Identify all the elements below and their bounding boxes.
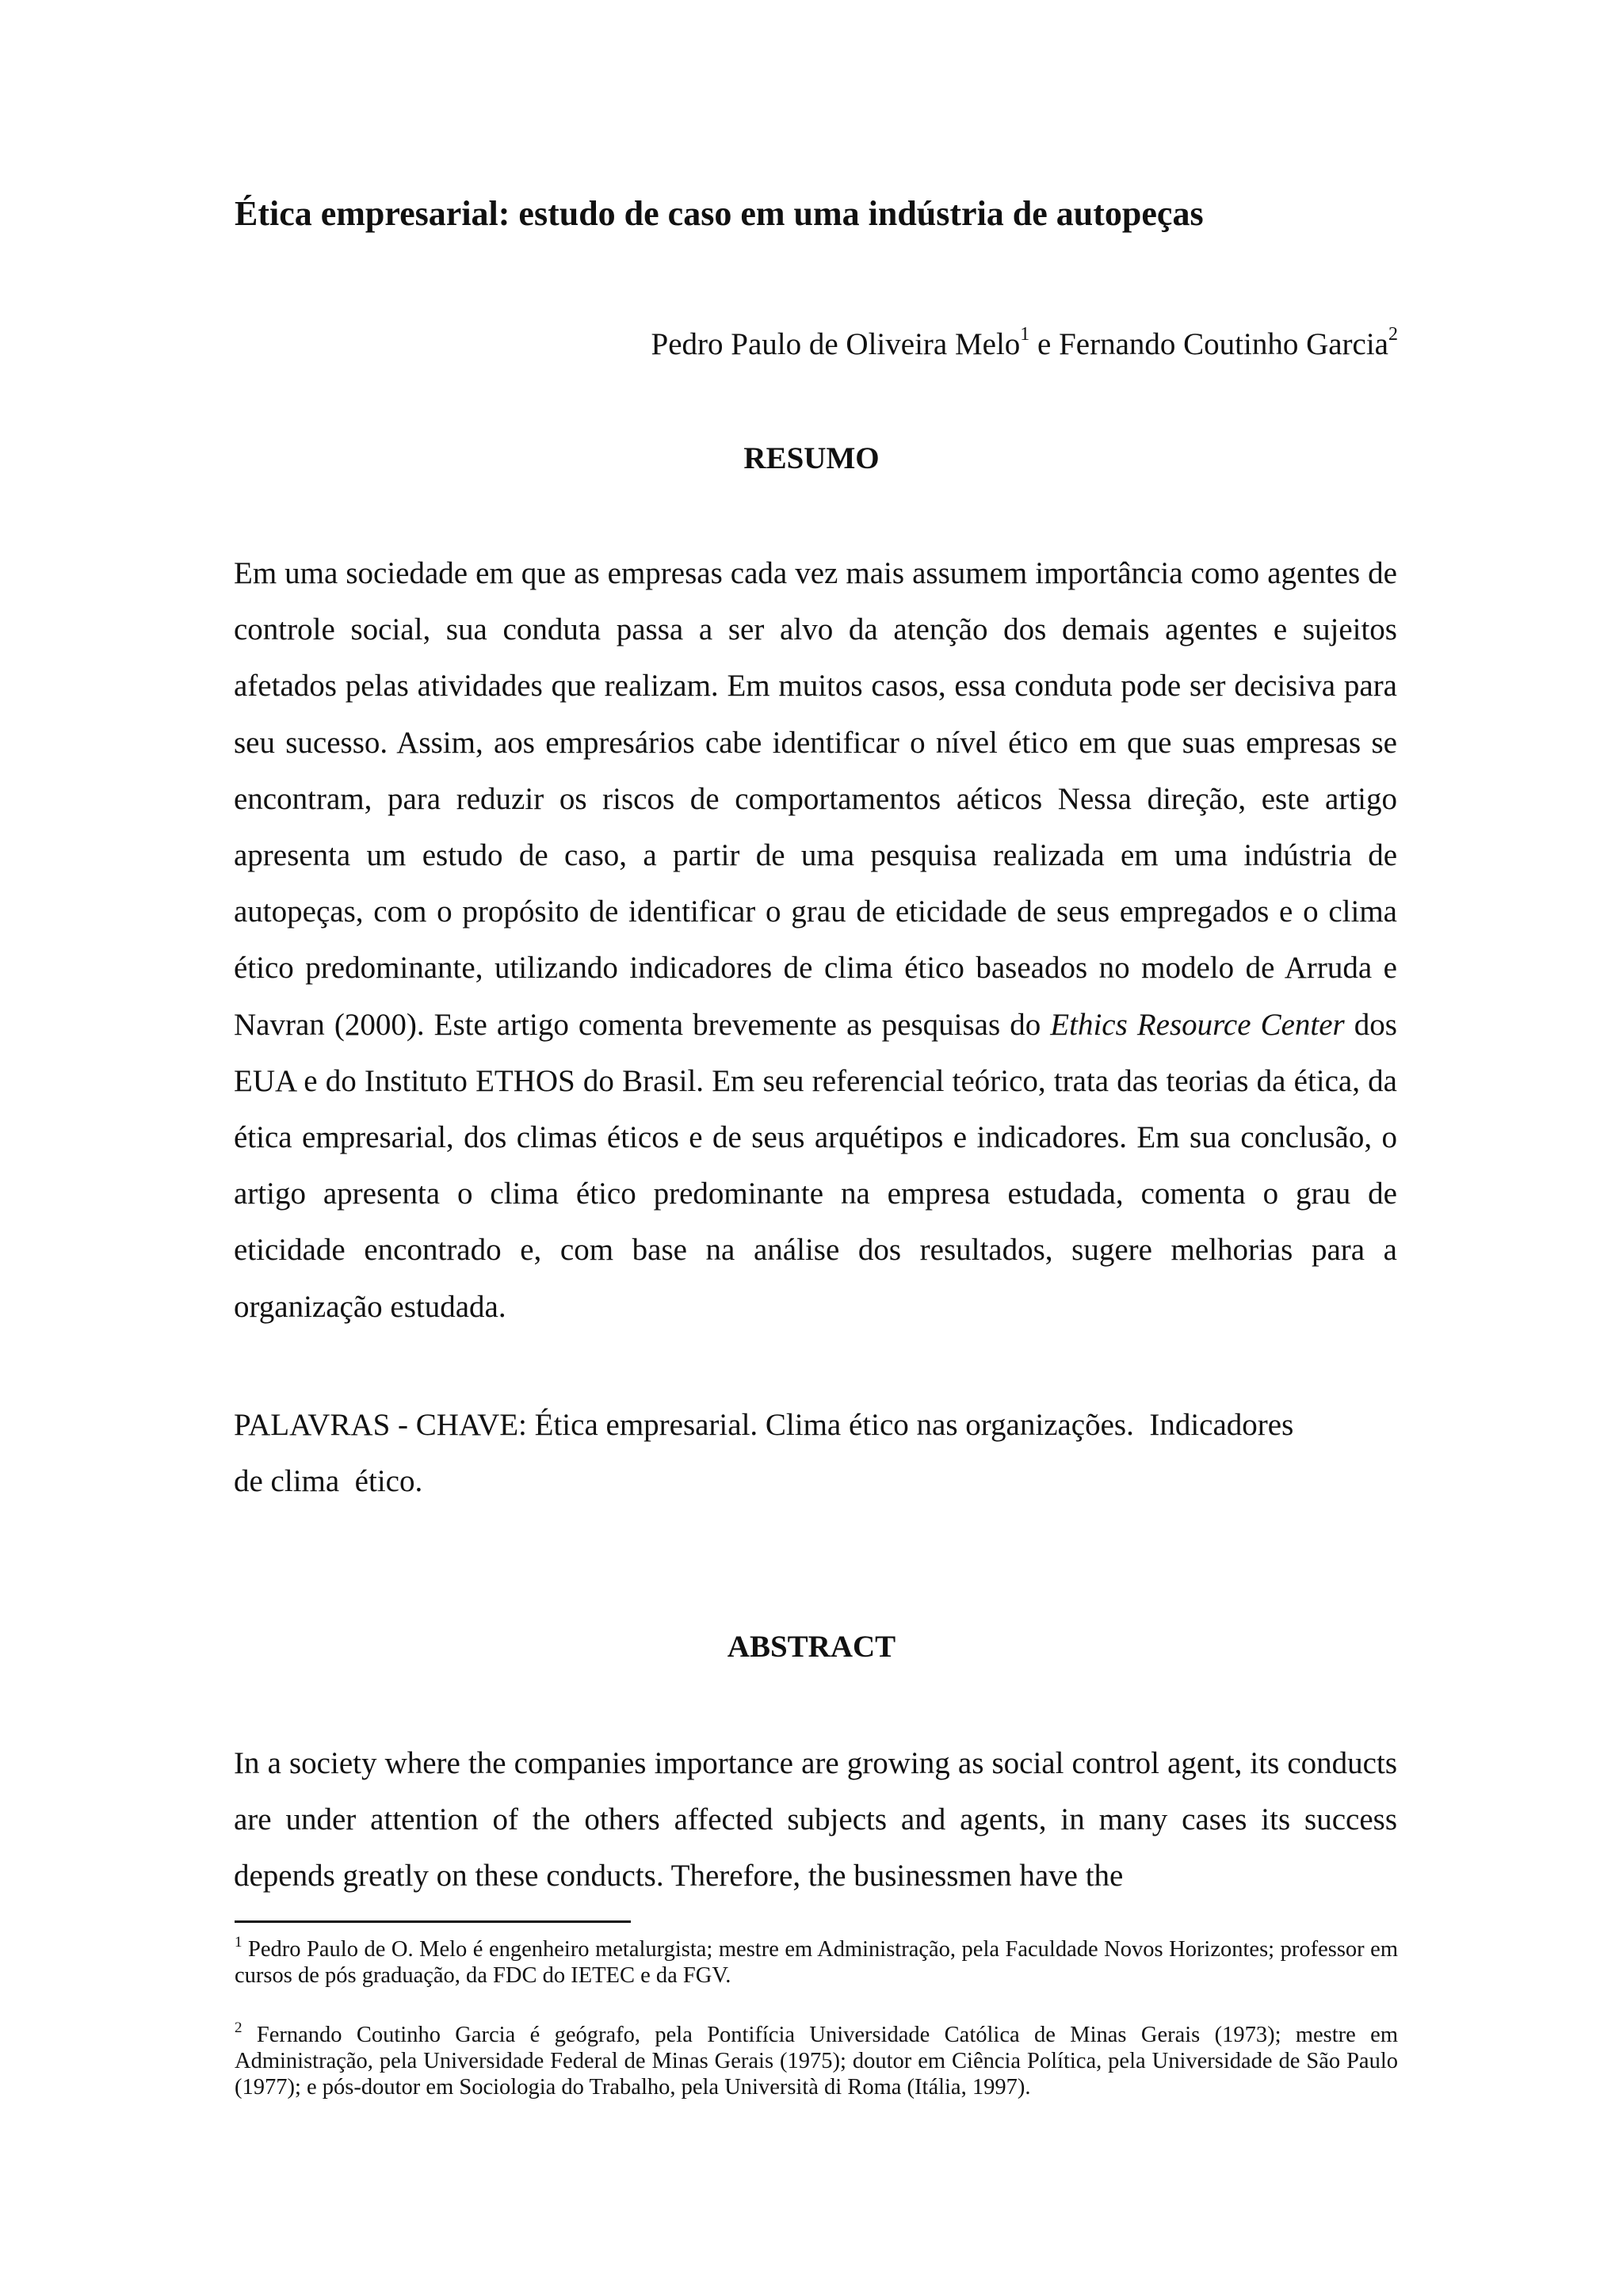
- footnote-1: [235, 1936, 1398, 1989]
- author-2-footnote-mark: 2: [1388, 324, 1398, 345]
- resumo-heading: RESUMO: [743, 441, 880, 475]
- footnote-1-text: Pedro Paulo de O. Melo é engenheiro metalurgista; mestre em Administração, pela Faculdade Novos Horizontes; professor em cursos de pós graduação, da FDC do IETEC e da FGV.: [235, 1937, 1398, 1988]
- footnote-2: [235, 2019, 1398, 2100]
- author-line: [651, 323, 1398, 366]
- author-connector: e: [1029, 327, 1060, 361]
- resumo-text-part-1: Em uma sociedade em que as empresas cada vez mais assumem importância como agentes de controle social, sua conduta passa a ser alvo da atenção dos demais agentes e sujeitos afetados pelas atividades que realizam. Em muitos casos, essa conduta pode ser decisiva para seu sucesso. Assim, aos empresários cabe identificar o nível ético em que suas empresas se encontram, para reduzir os riscos de comportamentos aéticos Nessa direção, este artigo apresenta um estudo de caso, a partir de uma pesquisa realizada em uma indústria de autopeças, com o propósito de identificar o grau de eticidade de seus empregados e o clima ético predominante, utilizando indicadores de clima ético baseados no modelo de Arruda e Navran (2000). Este artigo comenta brevemente as pesquisas do: [234, 556, 1397, 1042]
- author-2-name: Fernando Coutinho Garcia: [1059, 327, 1388, 361]
- footnote-1-mark: 1: [235, 1934, 242, 1951]
- footnote-separator: [235, 1920, 631, 1923]
- author-1-footnote-mark: 1: [1020, 324, 1030, 345]
- paper-title: Ética empresarial: estudo de caso em uma indústria de autopeças: [235, 194, 1204, 233]
- keywords-line-1: PALAVRAS - CHAVE: Ética empresarial. Clima ético nas organizações. Indicadores: [234, 1408, 1294, 1442]
- footnote-2-text: Fernando Coutinho Garcia é geógrafo, pela Pontifícia Universidade Católica de Minas Gerais (1973); mestre em Administração, pela Universidade Federal de Minas Gerais (1975); doutor em Ciência Política, pela Universidade de São Paulo (1977); e pós-doutor em Sociologia do Trabalho, pela Università di Roma (Itália, 1997).: [235, 2023, 1398, 2100]
- resumo-text-part-2: dos EUA e do Instituto ETHOS do Brasil. Em seu referencial teórico, trata das teorias da ética, da ética empresarial, dos climas éticos e de seus arquétipos e indicadores. Em sua conclusão, o artigo apresenta o clima ético predominante na empresa estudada, comenta o grau de eticidade encontrado e, com base na análise dos resultados, sugere melhorias para a organização estudada.: [234, 1007, 1397, 1324]
- abstract-heading: ABSTRACT: [727, 1630, 896, 1664]
- resumo-italic-term: Ethics Resource Center: [1050, 1007, 1345, 1042]
- keywords-line-2: de clima ético.: [234, 1464, 423, 1498]
- abstract-paragraph: In a society where the companies importance are growing as social control agent, its conducts are under attention of the others affected subjects and agents, in many cases its success depends greatly on these conducts. Therefore, the businessmen have the: [234, 1746, 1397, 1894]
- resumo-paragraph: [234, 545, 1397, 1335]
- author-1-name: Pedro Paulo de Oliveira Melo: [651, 327, 1021, 361]
- footnote-2-mark: 2: [235, 2019, 242, 2036]
- keywords-paragraph: [234, 1397, 1397, 1509]
